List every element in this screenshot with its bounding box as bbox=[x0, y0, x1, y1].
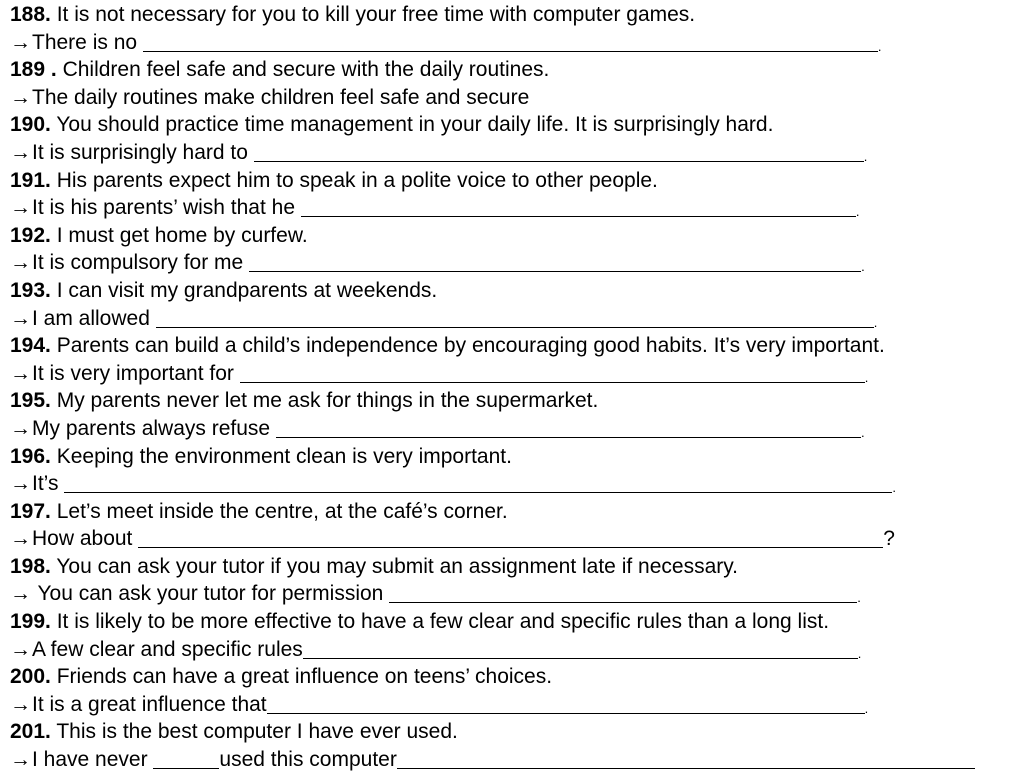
exercise-190-question bbox=[10, 111, 1020, 139]
question-number: 196. bbox=[10, 444, 51, 468]
question-number: 197. bbox=[10, 499, 51, 523]
question-number: 194. bbox=[10, 334, 51, 358]
question-number: 189 . bbox=[10, 58, 57, 82]
exercise-200-rewrite bbox=[10, 691, 1020, 719]
question-number: 192. bbox=[10, 223, 51, 247]
exercise-sheet bbox=[10, 1, 1020, 774]
question-sentence: Keeping the environment clean is very important. bbox=[56, 444, 512, 468]
exercise-198-question bbox=[10, 553, 1020, 581]
exercise-188-rewrite bbox=[10, 29, 1020, 57]
question-sentence: I must get home by curfew. bbox=[56, 223, 308, 247]
arrow-icon: → bbox=[10, 748, 31, 772]
arrow-icon: → bbox=[10, 582, 31, 606]
arrow-icon: → bbox=[10, 637, 31, 661]
rewrite-prefix: It is very important for bbox=[32, 361, 234, 385]
exercise-197-rewrite bbox=[10, 525, 1020, 553]
rewrite-ending: . bbox=[892, 480, 896, 496]
rewrite-ending: . bbox=[877, 38, 882, 54]
exercise-189-rewrite bbox=[10, 84, 1020, 112]
exercise-201-rewrite bbox=[10, 746, 1020, 774]
answer-blank[interactable] bbox=[156, 307, 874, 328]
answer-blank[interactable] bbox=[303, 638, 858, 659]
exercise-201-question bbox=[10, 718, 1020, 746]
rewrite-prefix: It is a great influence that bbox=[32, 692, 267, 716]
answer-blank[interactable] bbox=[397, 748, 975, 769]
exercise-197-question bbox=[10, 498, 1020, 526]
exercise-188-question bbox=[10, 1, 1020, 29]
question-number: 193. bbox=[10, 278, 51, 302]
question-sentence: Let’s meet inside the centre, at the café’s corner. bbox=[56, 499, 508, 523]
question-sentence: Parents can build a child’s independence by encouraging good habits. It’s very important. bbox=[56, 334, 885, 358]
arrow-icon: → bbox=[10, 527, 31, 551]
rewrite-ending: . bbox=[857, 645, 862, 661]
rewrite-prefix: How about bbox=[32, 527, 133, 551]
exercise-193-question bbox=[10, 277, 1020, 305]
answer-blank[interactable] bbox=[240, 362, 865, 383]
rewrite-ending: . bbox=[857, 590, 861, 606]
question-number: 191. bbox=[10, 168, 51, 192]
rewrite-ending: . bbox=[863, 148, 868, 164]
arrow-icon: → bbox=[10, 85, 31, 109]
arrow-icon: → bbox=[10, 306, 31, 330]
rewrite-prefix: It’s bbox=[32, 472, 59, 496]
rewrite-prefix: I have never bbox=[32, 748, 148, 772]
exercise-200-question bbox=[10, 663, 1020, 691]
rewrite-ending: . bbox=[864, 700, 869, 716]
question-sentence: It is likely to be more effective to have a few clear and specific rules than a long list. bbox=[56, 610, 830, 634]
exercise-198-rewrite bbox=[10, 580, 1020, 608]
exercise-194-question bbox=[10, 332, 1020, 360]
answer-blank[interactable] bbox=[143, 31, 878, 52]
question-sentence: You can ask your tutor if you may submit an assignment late if necessary. bbox=[56, 554, 739, 578]
rewrite-prefix: A few clear and specific rules bbox=[32, 637, 303, 661]
exercise-195-question bbox=[10, 387, 1020, 415]
exercise-199-question bbox=[10, 608, 1020, 636]
question-number: 200. bbox=[10, 665, 51, 689]
exercise-196-rewrite bbox=[10, 470, 1020, 498]
answer-blank[interactable] bbox=[301, 196, 856, 217]
rewrite-ending: . bbox=[855, 204, 860, 220]
rewrite-ending: . bbox=[861, 259, 865, 275]
question-number: 198. bbox=[10, 554, 51, 578]
answer-blank[interactable] bbox=[64, 472, 892, 493]
exercise-189-question bbox=[10, 56, 1020, 84]
answer-blank[interactable] bbox=[138, 527, 883, 548]
exercise-193-rewrite bbox=[10, 305, 1020, 333]
rewrite-prefix: My parents always refuse bbox=[32, 416, 271, 440]
question-sentence: I can visit my grandparents at weekends. bbox=[56, 278, 438, 302]
exercise-194-rewrite bbox=[10, 360, 1020, 388]
question-sentence: You should practice time management in your daily life. It is surprisingly hard. bbox=[56, 113, 774, 137]
arrow-icon: → bbox=[10, 251, 31, 275]
rewrite-ending: . bbox=[864, 369, 869, 385]
exercise-192-rewrite bbox=[10, 249, 1020, 277]
answer-blank-short[interactable] bbox=[153, 748, 219, 769]
exercise-196-question bbox=[10, 443, 1020, 471]
rewrite-ending: . bbox=[860, 424, 865, 440]
answer-blank[interactable] bbox=[249, 251, 861, 272]
exercise-199-rewrite bbox=[10, 636, 1020, 664]
question-sentence: My parents never let me ask for things in the supermarket. bbox=[56, 389, 599, 413]
arrow-icon: → bbox=[10, 692, 31, 716]
question-sentence: Children feel safe and secure with the daily routines. bbox=[62, 58, 550, 82]
answer-blank[interactable] bbox=[389, 582, 857, 603]
rewrite-middle: used this computer bbox=[219, 748, 397, 772]
answer-blank[interactable] bbox=[276, 417, 861, 438]
arrow-icon: → bbox=[10, 416, 31, 440]
exercise-192-question bbox=[10, 222, 1020, 250]
exercise-191-rewrite bbox=[10, 194, 1020, 222]
arrow-icon: → bbox=[10, 196, 31, 220]
rewrite-prefix: It is compulsory for me bbox=[32, 251, 244, 275]
question-number: 199. bbox=[10, 610, 51, 634]
rewrite-prefix: I am allowed bbox=[32, 306, 150, 330]
question-number: 190. bbox=[10, 113, 51, 137]
answer-blank[interactable] bbox=[267, 693, 865, 714]
question-sentence: This is the best computer I have ever used. bbox=[56, 720, 458, 744]
answer-blank[interactable] bbox=[254, 141, 864, 162]
rewrite-ending: ? bbox=[883, 527, 895, 551]
question-sentence: It is not necessary for you to kill your free time with computer games. bbox=[56, 3, 696, 26]
rewrite-prefix: There is no bbox=[32, 30, 138, 54]
rewrite-ending: . bbox=[873, 314, 878, 330]
rewrite-prefix: You can ask your tutor for permission bbox=[32, 582, 384, 606]
arrow-icon: → bbox=[10, 140, 31, 164]
question-sentence: Friends can have a great influence on teens’ choices. bbox=[56, 665, 553, 689]
question-number: 188. bbox=[10, 3, 51, 26]
exercise-190-rewrite bbox=[10, 139, 1020, 167]
question-sentence: His parents expect him to speak in a polite voice to other people. bbox=[56, 168, 658, 192]
question-number: 201. bbox=[10, 720, 51, 744]
question-number: 195. bbox=[10, 389, 51, 413]
rewrite-prefix: It is surprisingly hard to bbox=[32, 140, 248, 164]
rewrite-prefix: The daily routines make children feel safe and secure bbox=[32, 85, 530, 109]
rewrite-prefix: It is his parents’ wish that he bbox=[32, 196, 296, 220]
arrow-icon: → bbox=[10, 30, 31, 54]
arrow-icon: → bbox=[10, 361, 31, 385]
exercise-195-rewrite bbox=[10, 415, 1020, 443]
arrow-icon: → bbox=[10, 472, 31, 496]
exercise-191-question bbox=[10, 167, 1020, 195]
